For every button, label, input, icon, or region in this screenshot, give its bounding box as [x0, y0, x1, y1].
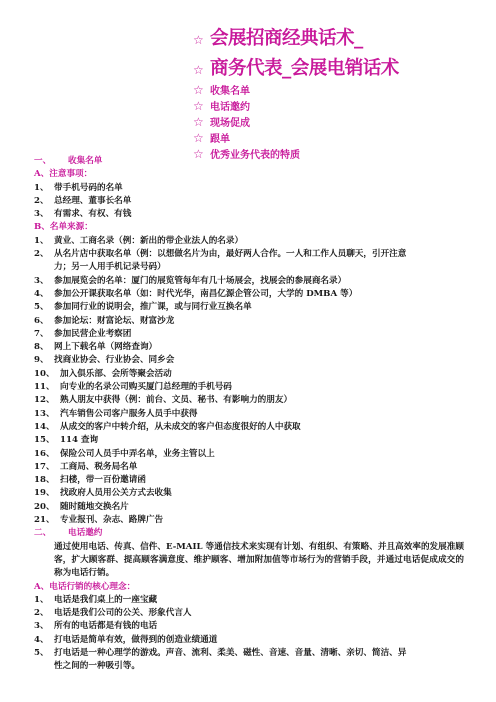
section-heading: 一、 收集名单 — [34, 156, 103, 166]
list-item-number: 4、 — [34, 288, 49, 299]
list-item-text: 114 查询 — [60, 435, 99, 446]
list-item-number: 8、 — [34, 342, 49, 353]
list-item — [34, 235, 464, 248]
list-item — [34, 408, 464, 421]
list-item-number: 6、 — [34, 315, 49, 326]
list-item-text: 熟人朋友中获得（例：前台、文员、秘书、有影响力的朋友） — [60, 395, 293, 406]
subsection-heading: A、注意事项： — [34, 169, 93, 180]
list-item-number: 9、 — [34, 355, 49, 366]
list-item — [34, 514, 464, 527]
doc-title: 会展招商经典话术_ — [210, 28, 363, 49]
list-item-number: 14、 — [34, 421, 55, 432]
list-item-number: 21、 — [34, 515, 55, 526]
list-item-number: 7、 — [34, 328, 49, 339]
list-item — [34, 634, 464, 647]
list-item — [34, 607, 464, 620]
title-line — [193, 24, 483, 54]
list-item — [34, 208, 464, 221]
list-item — [34, 421, 464, 434]
list-item-text: 参加论坛：财富论坛、财富沙龙 — [54, 315, 175, 326]
star-outline-icon: ☆ — [193, 115, 204, 129]
list-item-number: 5、 — [34, 302, 49, 313]
toc-item — [193, 116, 483, 132]
list-item-number: 2、 — [34, 195, 49, 206]
list-item-text: 参加展览会的名单：厦门的展览管每年有几十场展会，找展会的参展商名录） — [54, 275, 347, 286]
list-item-text: 电话是我们公司的公关、形象代言人 — [54, 608, 192, 619]
list-item-number: 2、 — [34, 249, 49, 260]
list-item-number: 15、 — [34, 435, 55, 446]
list-item — [34, 248, 464, 261]
list-item-text: 汽车销售公司客户服务人员手中获得 — [60, 408, 198, 419]
list-item-text: 电话是我们桌上的一座宝藏 — [54, 594, 158, 605]
list-item — [34, 474, 464, 487]
star-outline-icon: ☆ — [193, 131, 204, 145]
toc-item — [193, 132, 483, 148]
list-item — [34, 620, 464, 633]
list-item-text: 扫楼，带一百份邀请函 — [60, 475, 146, 486]
list-item — [34, 182, 464, 195]
list-item — [34, 288, 464, 301]
list-item — [34, 461, 464, 474]
toc-item — [193, 84, 483, 100]
list-item-text: 所有的电话都是有钱的电话 — [54, 621, 158, 632]
title-line — [193, 54, 483, 84]
list-item-text: 打电话是一种心理学的游戏。声音、流利、柔美、磁性、音速、音量、清晰、亲切、简洁、异 — [54, 647, 407, 658]
toc-item — [193, 100, 483, 116]
list-item-text: 网上下载名单（网络查询） — [54, 342, 158, 353]
list-item — [34, 275, 464, 288]
list-item — [34, 315, 464, 328]
list-item-number: 2、 — [34, 608, 49, 619]
list-item-text: 参加同行业的说明会，推广课，或与同行业互换名单 — [54, 302, 252, 313]
star-outline-icon: ☆ — [193, 63, 204, 77]
section-heading: 二、 电话邀约 — [34, 528, 103, 539]
list-item-text: 找政府人员用公关方式去收集 — [60, 488, 172, 499]
list-item — [34, 341, 464, 354]
list-item-number: 16、 — [34, 448, 55, 459]
list-item — [34, 301, 464, 314]
list-item-number: 1、 — [34, 594, 49, 605]
list-item-number: 11、 — [34, 382, 55, 393]
star-outline-icon: ☆ — [193, 33, 204, 47]
list-item-text: 参加民营企业考察团 — [54, 328, 132, 339]
list-item-text: 随时随地交换名片 — [60, 501, 129, 512]
star-outline-icon: ☆ — [193, 83, 204, 97]
list-item-number: 1、 — [34, 182, 49, 193]
title-block — [193, 24, 483, 164]
list-item-number: 12、 — [34, 395, 55, 406]
list-item — [34, 354, 464, 367]
star-outline-icon: ☆ — [193, 147, 204, 161]
toc-item-label: 跟单 — [210, 134, 230, 145]
toc-item-label: 现场促成 — [210, 118, 250, 129]
toc-item-label: 优秀业务代表的特质 — [210, 150, 300, 161]
list-item-text: 从成交的客户中转介绍，从未成交的客户但态度很好的人中获取 — [60, 421, 301, 432]
list-item-text: 总经理、董事长名单 — [54, 195, 132, 206]
toc-item-label: 收集名单 — [210, 86, 250, 97]
list-item-number: 1、 — [34, 235, 49, 246]
list-item-text: 工商局、税务局名单 — [60, 461, 138, 472]
list-item-text: 打电话是简单有效，做得到的创造业绩通道 — [54, 634, 218, 645]
toc-item-label: 电话邀约 — [210, 102, 250, 113]
list-item-number: 17、 — [34, 461, 55, 472]
list-item-text: 保险公司人员手中弄名单，业务主管以上 — [60, 448, 215, 459]
star-outline-icon: ☆ — [193, 99, 204, 113]
list-item-number: 10、 — [34, 368, 55, 379]
list-item-continuation: 性之间的一种吸引等。 — [54, 661, 140, 672]
subsection-heading: A、电话行销的核心理念： — [34, 581, 136, 592]
doc-subtitle: 商务代表_会展电销话术 — [210, 58, 399, 79]
list-item-text: 找商业协会、行业协会、同乡会 — [54, 355, 175, 366]
list-item-number: 3、 — [34, 275, 49, 286]
list-item-number: 5、 — [34, 647, 49, 658]
list-item-text: 加入俱乐部、会所等聚会活动 — [60, 368, 172, 379]
list-item-text: 黄业、工商名录（例：新出的带企业法人的名录） — [54, 235, 244, 246]
list-item — [34, 594, 464, 607]
list-item-text: 从名片店中获取名单（例：以想做名片为由，最好两人合作。一人和工作人员聊天，引开注意 — [54, 249, 407, 260]
list-item-text: 有需求、有权、有钱 — [54, 209, 132, 220]
list-item — [34, 195, 464, 208]
list-item-number: 13、 — [34, 408, 55, 419]
list-item — [34, 394, 464, 407]
list-item-number: 20、 — [34, 501, 55, 512]
list-item-continuation: 力；另一人用手机记录号码） — [54, 262, 166, 273]
list-item — [34, 487, 464, 500]
list-item-number: 4、 — [34, 634, 49, 645]
list-item-number: 19、 — [34, 488, 55, 499]
subsection-heading: B、名单来源： — [34, 222, 93, 233]
paragraph: 通过使用电话、传真、信件、E-MAIL 等通信技术来实现有计划、有组织、有策略、并且高效率的发展准顾客，扩大顾客群、提高顾客满意度、维护顾客、增加附加值等市场行为的营销手段，并通过电话促成成交的称为电话行销。 — [54, 541, 464, 579]
list-item — [34, 328, 464, 341]
list-item — [34, 381, 464, 394]
list-item-text: 带手机号码的名单 — [54, 182, 123, 193]
list-item — [34, 448, 464, 461]
document-body — [34, 155, 464, 674]
list-item — [34, 501, 464, 514]
list-item-text: 参加公开课获取名单（如：时代光华，南昌亿源企管公司，大学的 DMBA 等） — [54, 288, 358, 299]
list-item — [34, 647, 464, 660]
list-item-number: 18、 — [34, 475, 55, 486]
list-item-text: 向专业的名录公司购买厦门总经理的手机号码 — [60, 382, 232, 393]
list-item-number: 3、 — [34, 621, 49, 632]
list-item-number: 3、 — [34, 209, 49, 220]
list-item — [34, 434, 464, 447]
list-item — [34, 368, 464, 381]
list-item-text: 专业报刊、杂志、路牌广告 — [60, 515, 164, 526]
